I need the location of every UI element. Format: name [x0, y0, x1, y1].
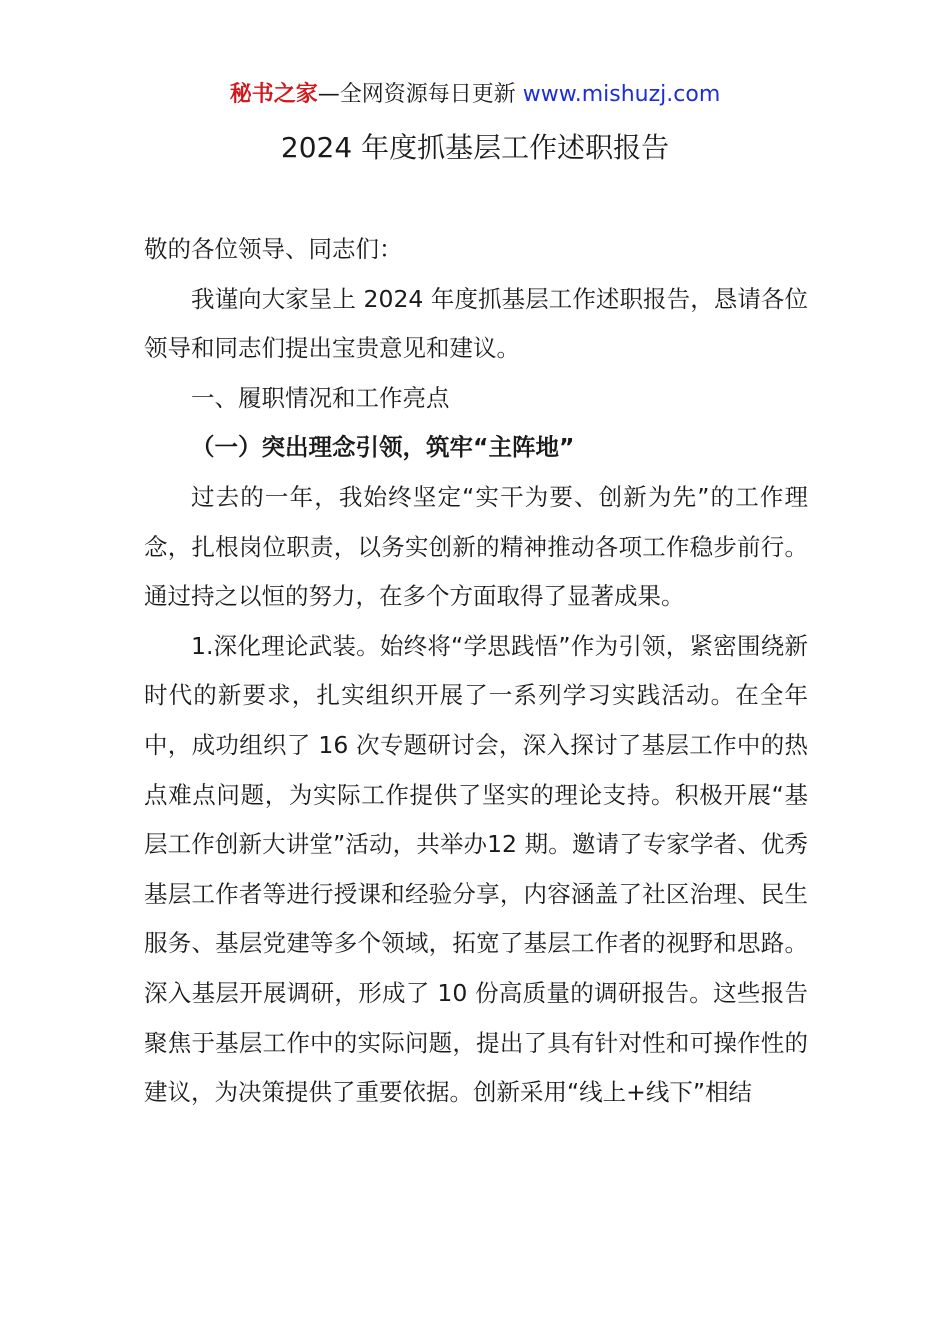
- site-tagline: —全网资源每日更新: [317, 82, 523, 107]
- document-title: 2024 年度抓基层工作述职报告: [280, 131, 670, 164]
- document-body: [144, 225, 808, 1118]
- site-brand: 秘书之家: [229, 82, 318, 107]
- intro-paragraph: 我谨向大家呈上 2024 年度抓基层工作述职报告，恳请各位领导和同志们提出宝贵意见和建议。: [144, 284, 808, 363]
- body-paragraph-2: 1.深化理论武装。始终将“学思践悟”作为引领，紧密围绕新时代的新要求，扎实组织开展了一系列学习实践活动。在全年中，成功组织了 16 次专题研讨会，深入探讨了基层工作中的热点难点问题，为实际工作提供了坚实的理论支持。积极开展“基层工作创新大讲堂”活动，共举办12 期。邀请了专家学者、优秀基层工作者等进行授课和经验分享，内容涵盖了社区治理、民生服务、基层党建等多个领域，拓宽了基层工作者的视野和思路。深入基层开展调研，形成了 10 份高质量的调研报告。这些报告聚焦于基层工作中的实际问题，提出了具有针对性和可操作性的建议，为决策提供了重要依据。创新采用“线上+线下”相结: [144, 631, 808, 1107]
- site-header: [0, 78, 950, 112]
- section-heading-1: 一、履职情况和工作亮点: [191, 383, 450, 412]
- salutation: 敬的各位领导、同志们：: [144, 235, 403, 263]
- site-url-link[interactable]: www.mishuzj.com: [522, 82, 721, 107]
- body-paragraph-1: 过去的一年，我始终坚定“实干为要、创新为先”的工作理念，扎根岗位职责，以务实创新的精神推动各项工作稳步前行。通过持之以恒的努力，在多个方面取得了显著成果。: [144, 482, 808, 611]
- subsection-heading-1: （一）突出理念引领，筑牢“主阵地”: [191, 433, 575, 462]
